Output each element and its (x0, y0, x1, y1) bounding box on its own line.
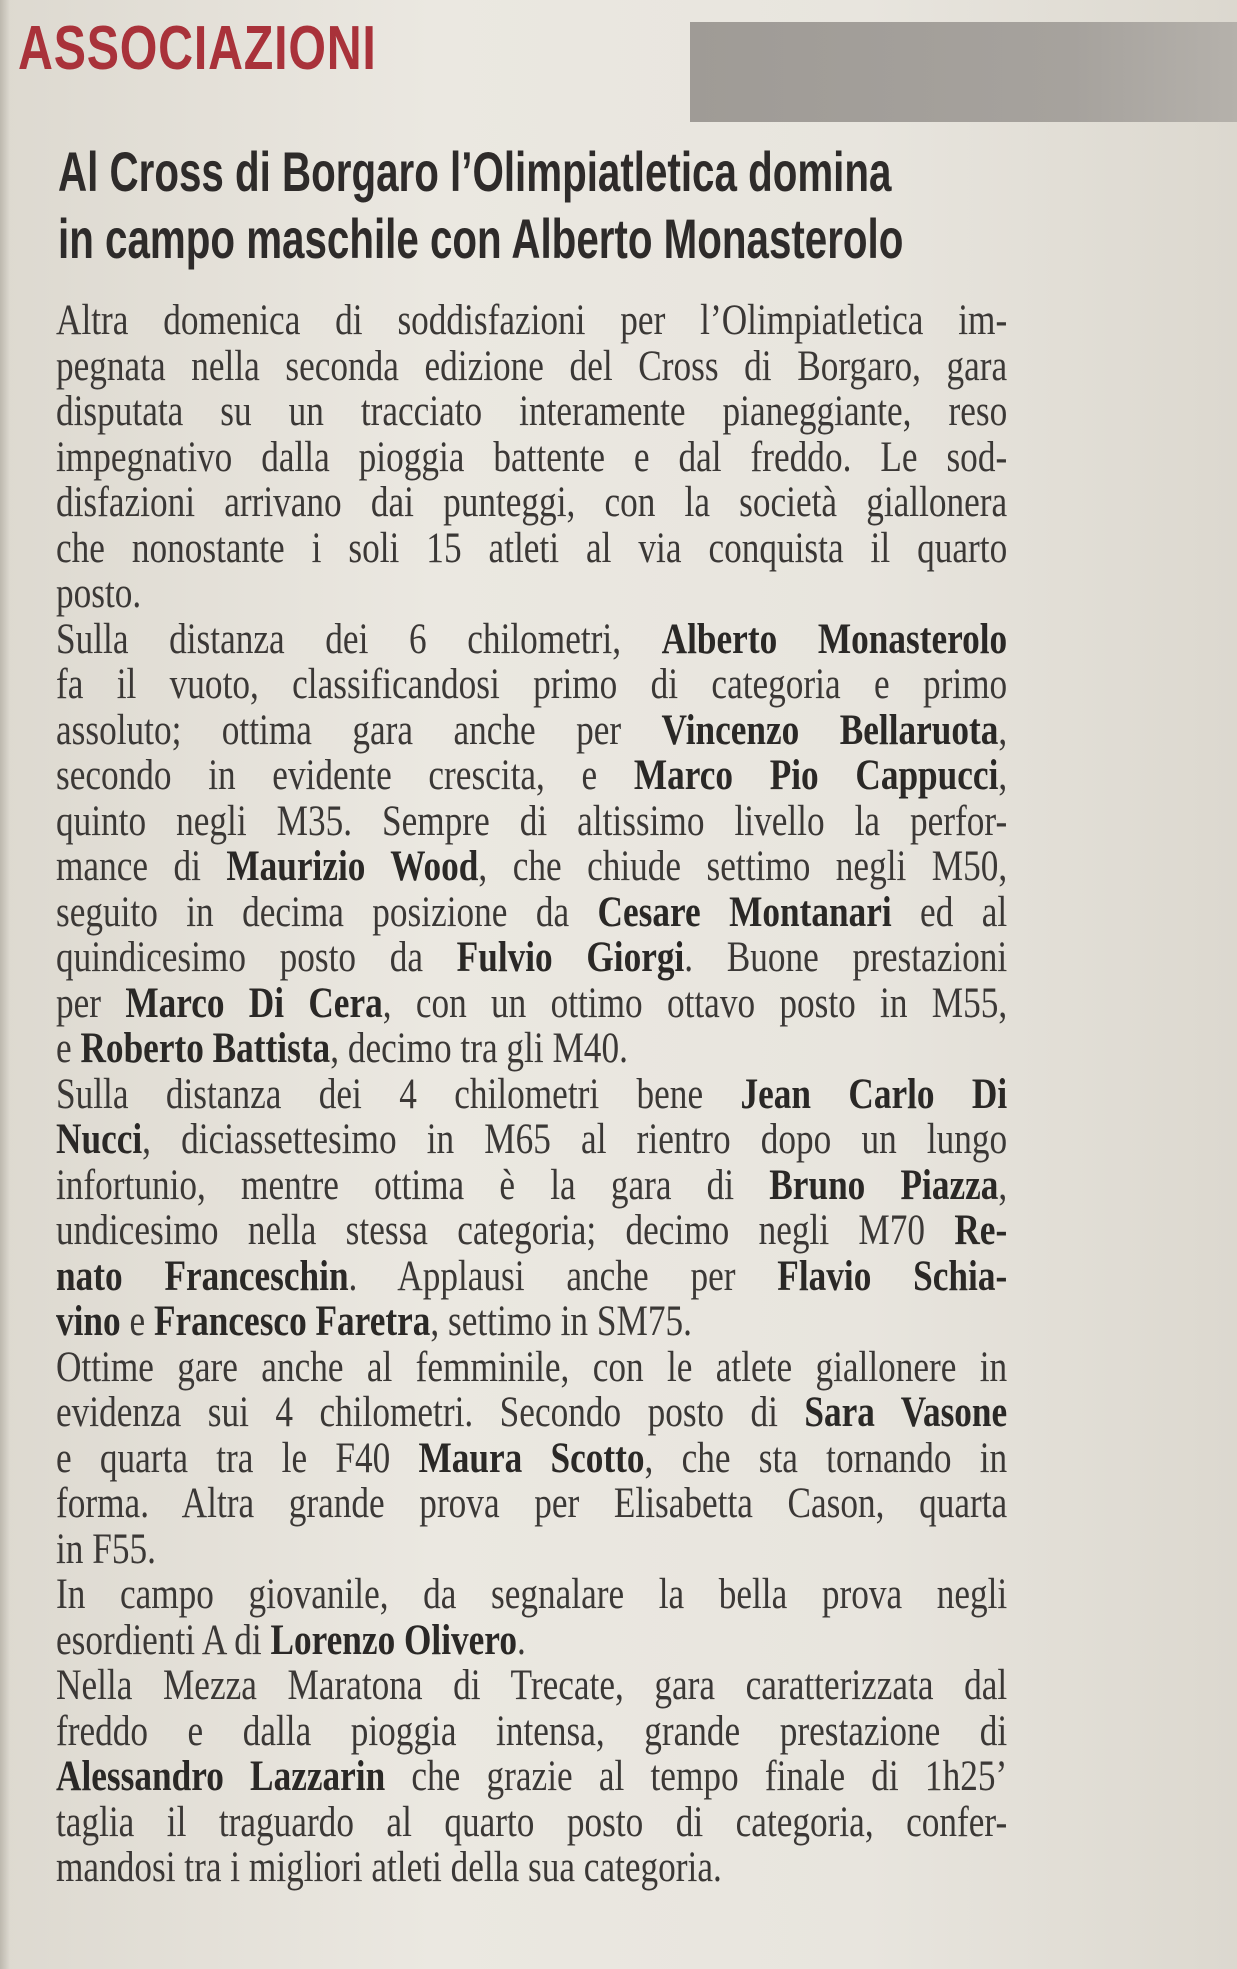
section-header-bar (690, 22, 1237, 122)
text-line (56, 435, 1007, 481)
text-run: . (516, 1616, 526, 1664)
text-line (56, 344, 1007, 390)
athlete-name: Alberto Monasterolo (661, 615, 1008, 663)
text-line (56, 298, 1007, 344)
text-line (56, 1163, 1007, 1209)
text-line (56, 1254, 1007, 1300)
text-run: Sulla distanza dei 4 chilometri bene (56, 1070, 741, 1118)
athlete-name: Nucci (56, 1116, 143, 1163)
article-paragraph (56, 1663, 1007, 1891)
text-run: secondo in evidente crescita, e (56, 752, 634, 799)
text-run: seguito in decima posizione da (56, 888, 598, 936)
text-run: undicesimo nella stessa categoria; decimo negli M70 (56, 1207, 955, 1254)
text-run: disfazioni arrivano dai punteggi, con la società giallonera (56, 479, 1008, 526)
text-run: e quarta tra le F40 (56, 1434, 419, 1482)
text-line (56, 1072, 1007, 1118)
text-run: che nonostante i soli 15 atleti al via conquista il quarto (56, 524, 1008, 572)
text-line (56, 480, 1007, 526)
text-line (56, 1026, 1007, 1072)
athlete-name: Re- (954, 1207, 1008, 1254)
text-line (56, 571, 1007, 617)
text-line (56, 1299, 1007, 1345)
athlete-name: Alessandro Lazzarin (56, 1753, 386, 1800)
text-line (56, 1663, 1007, 1709)
headline-line: Al Cross di Borgaro l’Olimpiatletica domina (58, 140, 892, 203)
text-run: evidenza sui 4 chilometri. Secondo posto di (56, 1389, 805, 1436)
athlete-name: Marco Di Cera (125, 979, 383, 1027)
text-run: , con un ottimo ottavo posto in M55, (382, 979, 1008, 1027)
text-run: Altra domenica di soddisfazioni per l’Olimpiatletica im- (56, 297, 1008, 344)
text-run: ed al (891, 888, 1008, 936)
text-line (56, 662, 1007, 708)
text-run: e (56, 1025, 81, 1072)
article-paragraph (56, 1345, 1007, 1573)
text-run: . Buone prestazioni (684, 934, 1008, 981)
text-run: mance di (56, 843, 227, 890)
text-line (56, 617, 1007, 663)
headline-line: in campo maschile con Alberto Monasterolo (58, 207, 904, 270)
text-run: quinto negli M35. Sempre di altissimo livello la perfor- (56, 797, 1008, 845)
article-body (56, 298, 1007, 1891)
text-run: e (120, 1298, 154, 1345)
text-run: , (998, 1161, 1008, 1209)
athlete-name: Bruno Piazza (769, 1161, 999, 1209)
text-run: in F55. (56, 1525, 156, 1573)
athlete-name: Marco Pio Cappucci (633, 752, 999, 799)
text-line (56, 1436, 1007, 1482)
text-line (56, 708, 1007, 754)
athlete-name: Sara Vasone (804, 1389, 1008, 1436)
text-line (56, 1345, 1007, 1391)
text-run: assoluto; ottima gara anche per (56, 706, 662, 754)
text-run: taglia il traguardo al quarto posto di categoria, confer- (56, 1798, 1008, 1846)
article-headline (58, 138, 1008, 272)
athlete-name: nato Franceschin (56, 1252, 349, 1300)
text-run: , (998, 706, 1008, 754)
text-run: , (998, 752, 1008, 799)
text-line (56, 1527, 1007, 1573)
text-run: , settimo in SM75. (430, 1298, 692, 1345)
text-run: , diciassettesimo in M65 al rientro dopo un lungo (142, 1116, 1008, 1163)
text-line (56, 1481, 1007, 1527)
text-run: posto. (56, 570, 142, 617)
article-paragraph (56, 1072, 1007, 1345)
text-run: pegnata nella seconda edizione del Cross di Borgaro, gara (56, 342, 1008, 390)
athlete-name: vino (56, 1298, 121, 1345)
athlete-name: Lorenzo Olivero (270, 1616, 517, 1664)
text-run: . Applausi anche per (348, 1252, 778, 1300)
athlete-name: Vincenzo Bellaruota (661, 706, 999, 754)
text-line (56, 1800, 1007, 1846)
text-run: fa il vuoto, classificandosi primo di categoria e primo (56, 661, 1008, 708)
text-line (56, 981, 1007, 1027)
text-line (56, 1709, 1007, 1755)
text-line (56, 1572, 1007, 1618)
text-line (56, 935, 1007, 981)
text-run: Nella Mezza Maratona di Trecate, gara caratterizzata dal (56, 1662, 1008, 1709)
athlete-name: Roberto Battista (80, 1025, 331, 1072)
text-run: impegnativo dalla pioggia battente e dal freddo. Le sod- (56, 433, 1008, 481)
text-run: Sulla distanza dei 6 chilometri, (56, 615, 662, 663)
text-line (56, 1117, 1007, 1163)
text-run: infortunio, mentre ottima è la gara di (56, 1161, 770, 1209)
text-run: disputata su un tracciato interamente pianeggiante, reso (56, 388, 1008, 435)
text-line (56, 890, 1007, 936)
text-run: che grazie al tempo finale di 1h25’ (385, 1753, 1008, 1800)
text-run: forma. Altra grande prova per Elisabetta Cason, quarta (56, 1480, 1008, 1527)
athlete-name: Flavio Schia- (777, 1252, 1008, 1300)
text-run: freddo e dalla pioggia intensa, grande prestazione di (56, 1707, 1008, 1755)
athlete-name: Jean Carlo Di (740, 1070, 1008, 1118)
text-line (56, 844, 1007, 890)
text-run: Ottime gare anche al femminile, con le atlete giallonere in (56, 1343, 1008, 1391)
text-line (56, 1390, 1007, 1436)
athlete-name: Maura Scotto (418, 1434, 645, 1482)
text-line (56, 1754, 1007, 1800)
text-run: quindicesimo posto da (56, 934, 457, 981)
text-line (56, 799, 1007, 845)
text-run: per (56, 979, 126, 1027)
text-line (56, 1208, 1007, 1254)
section-label: ASSOCIAZIONI (18, 14, 377, 83)
athlete-name: Cesare Montanari (597, 888, 892, 936)
text-line (56, 389, 1007, 435)
article-paragraph (56, 1572, 1007, 1663)
text-run: , decimo tra gli M40. (330, 1025, 628, 1072)
athlete-name: Fulvio Giorgi (456, 934, 685, 981)
article-paragraph (56, 617, 1007, 1072)
text-run: In campo giovanile, da segnalare la bella prova negli (56, 1571, 1008, 1618)
athlete-name: Francesco Faretra (153, 1298, 431, 1345)
athlete-name: Maurizio Wood (226, 843, 479, 890)
text-line (56, 526, 1007, 572)
text-run: esordienti A di (56, 1616, 271, 1664)
article-paragraph (56, 298, 1007, 617)
text-line (56, 753, 1007, 799)
text-run: , che chiude settimo negli M50, (478, 843, 1008, 890)
text-line (56, 1618, 1007, 1664)
text-run: mandosi tra i migliori atleti della sua categoria. (56, 1844, 722, 1891)
text-run: , che sta tornando in (644, 1434, 1008, 1482)
text-line (56, 1845, 1007, 1891)
